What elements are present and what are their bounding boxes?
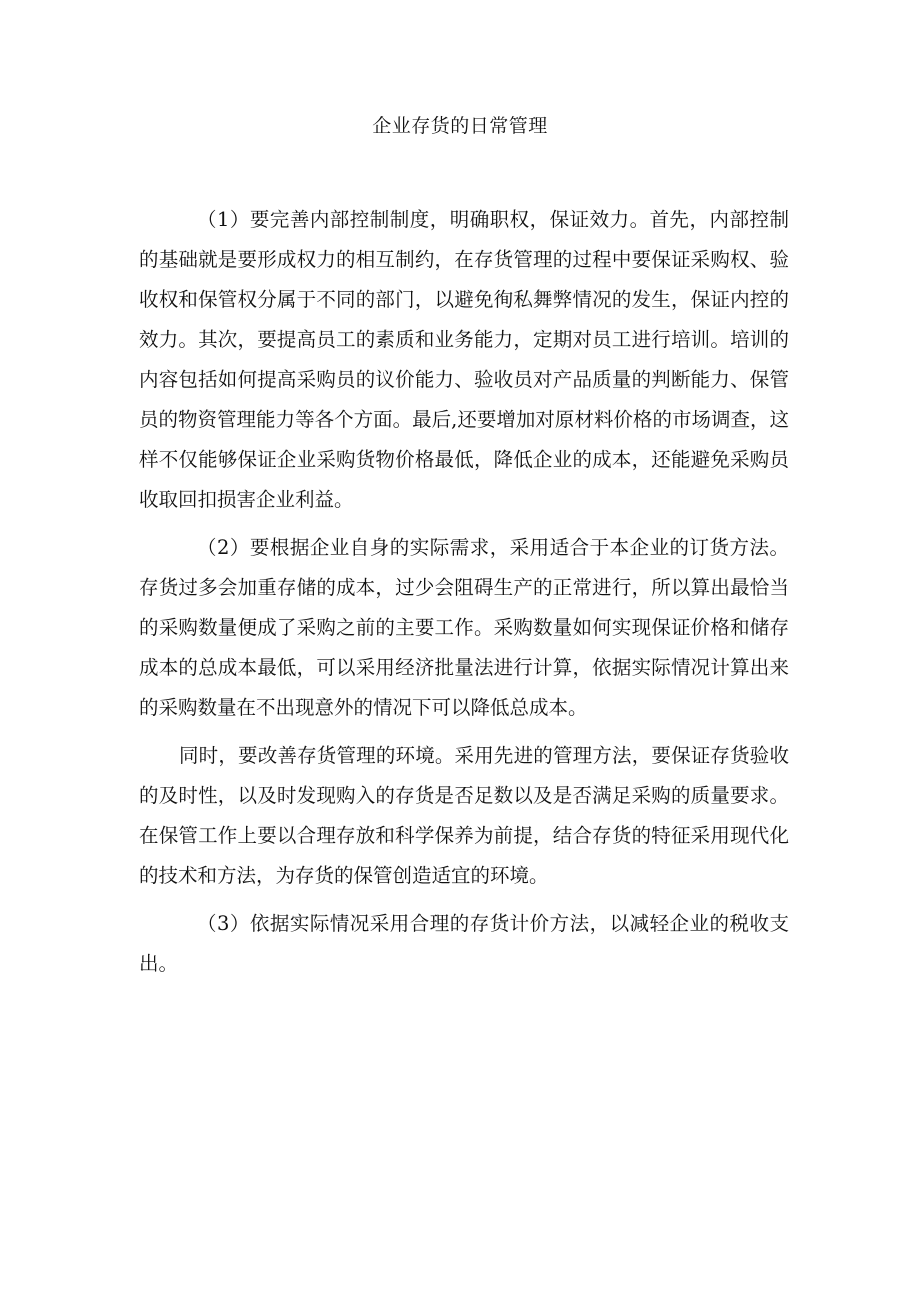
paragraph-valuation-method: （3）依据实际情况采用合理的存货计价方法，以减轻企业的税收支出。 xyxy=(139,912,789,975)
paragraph-ordering-method: （2）要根据企业自身的实际需求，采用适合于本企业的订货方法。存货过多会加重存储的成本，过少会阻碍生产的正常进行，所以算出最恰当的采购数量便成了采购之前的主要工作。采购数量如何实现保证价格和储存成本的总成本最低，可以采用经济批量法进行计算，依据实际情况计算出来的采购数量在不出现意外的情况下可以降低总成本。 xyxy=(139,536,789,719)
document-title: 企业存货的日常管理 xyxy=(372,115,548,137)
document-body xyxy=(139,200,789,984)
paragraph-internal-control: （1）要完善内部控制制度，明确职权，保证效力。首先，内部控制的基础就是要形成权力的相互制约，在存货管理的过程中要保证采购权、验收权和保管权分属于不同的部门，以避免徇私舞弊情况的发生，保证内控的效力。其次，要提高员工的素质和业务能力，定期对员工进行培训。培训的内容包括如何提高采购员的议价能力、验收员对产品质量的判断能力、保管员的物资管理能力等各个方面。最后,还要增加对原材料价格的市场调查，这样不仅能够保证企业采购货物价格最低，降低企业的成本，还能避免采购员收取回扣损害企业利益。 xyxy=(139,208,789,511)
paragraph-management-environment: 同时，要改善存货管理的环境。采用先进的管理方法，要保证存货验收的及时性，以及时发现购入的存货是否足数以及是否满足采购的质量要求。在保管工作上要以合理存放和科学保养为前提，结合存货的特征采用现代化的技术和方法，为存货的保管创造适宜的环境。 xyxy=(139,744,789,887)
